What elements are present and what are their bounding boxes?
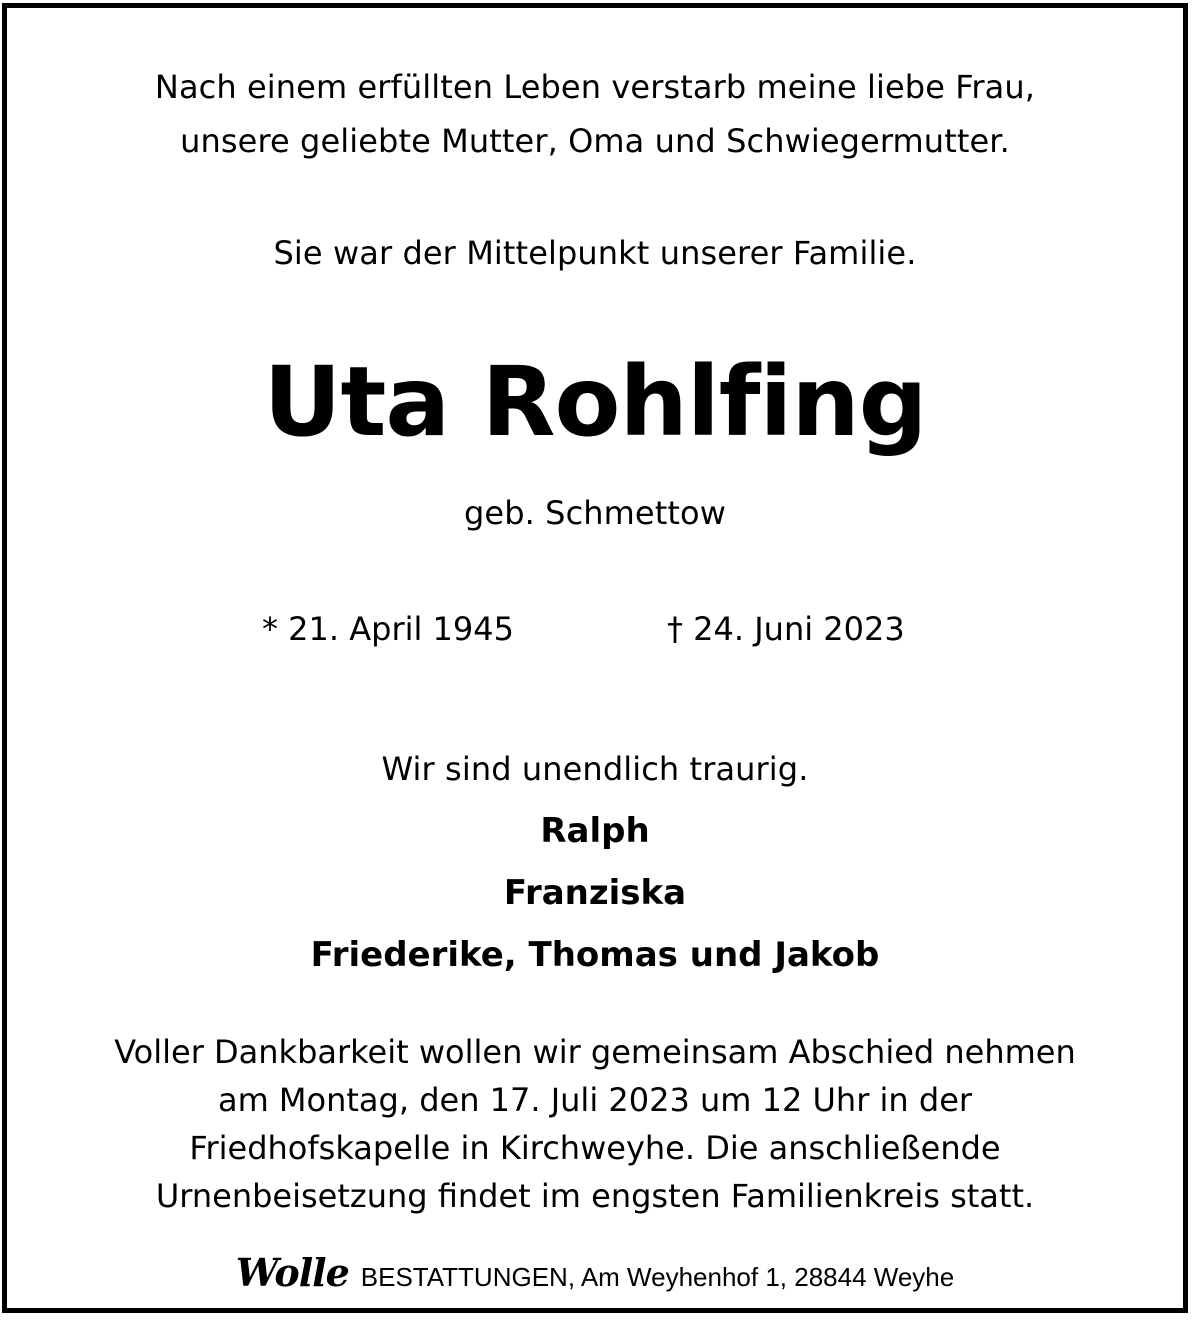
birth-date: * 21. April 1945 — [262, 610, 514, 648]
family-member-1: Ralph — [540, 811, 650, 851]
obituary-notice — [2, 3, 1188, 1313]
intro-text — [7, 60, 1183, 168]
family-member-2: Franziska — [503, 873, 687, 913]
funeral-line-4: Urnenbeisetzung findet im engsten Familienkreis statt. — [155, 1177, 1035, 1215]
family-members — [7, 800, 1183, 986]
deceased-name: Uta Rohlfing — [263, 346, 927, 458]
funeral-details — [7, 1028, 1183, 1220]
funeral-line-2: am Montag, den 17. Juli 2023 um 12 Uhr in der — [217, 1081, 973, 1119]
intro-line-2: unsere geliebte Mutter, Oma und Schwiegermutter. — [180, 122, 1010, 160]
funeral-home-footer — [7, 1250, 1183, 1298]
funeral-home-logo: Wolle — [235, 1250, 349, 1295]
intro-line-1: Nach einem erfüllten Leben verstarb meine liebe Frau, — [154, 68, 1036, 106]
birth-name: geb. Schmettow — [464, 494, 726, 532]
family-center-line: Sie war der Mittelpunkt unserer Familie. — [273, 234, 917, 272]
family-member-3: Friederike, Thomas und Jakob — [310, 935, 880, 975]
grief-line: Wir sind unendlich traurig. — [381, 750, 809, 788]
funeral-line-3: Friedhofskapelle in Kirchweyhe. Die anschließende — [189, 1129, 1001, 1167]
death-date: † 24. Juni 2023 — [667, 610, 905, 648]
funeral-line-1: Voller Dankbarkeit wollen wir gemeinsam Abschied nehmen — [114, 1033, 1076, 1071]
funeral-home-address: BESTATTUNGEN, Am Weyhenhof 1, 28844 Weyhe — [360, 1262, 955, 1292]
life-dates — [7, 602, 1183, 656]
